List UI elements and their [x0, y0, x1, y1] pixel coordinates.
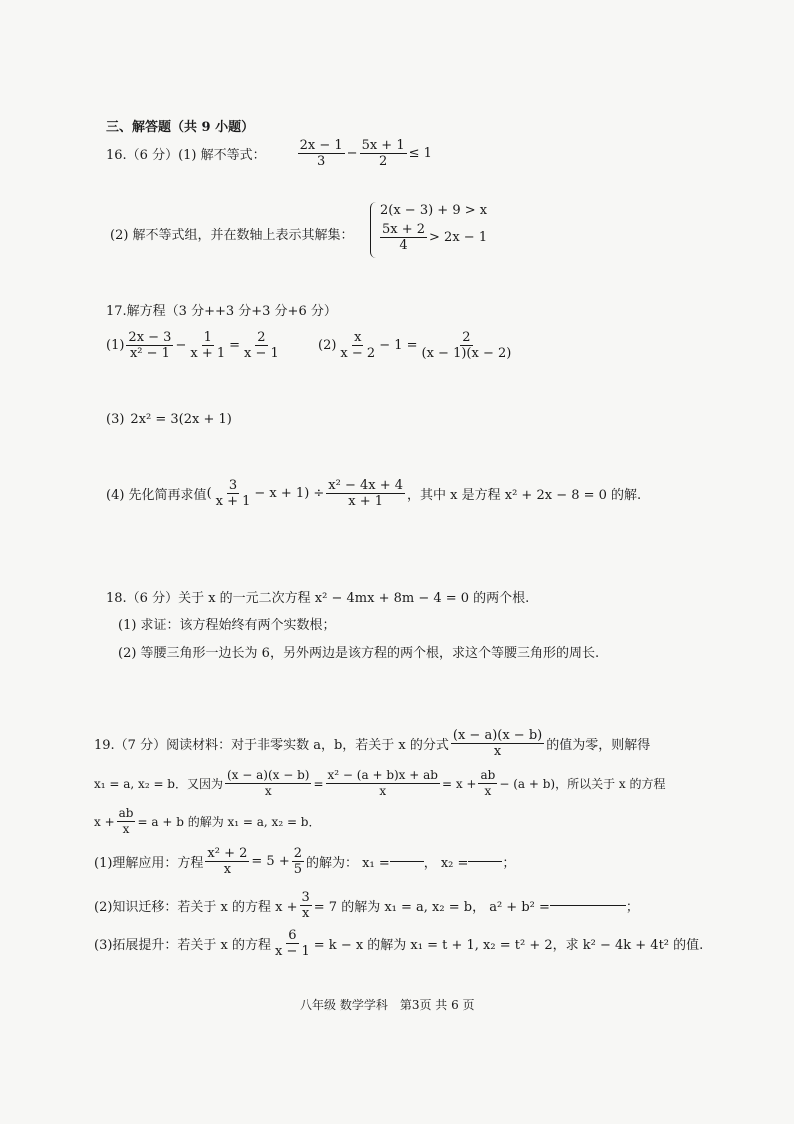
q16-sys-tail: > 2x − 1 [429, 230, 488, 245]
q17-p2-mid: − 1 = [379, 338, 418, 353]
q18-part2: (2) 等腰三角形一边长为 6，另外两边是该方程的两个根，求这个等腰三角形的周长. [118, 646, 600, 661]
q19-p1-n2: 2 [293, 846, 303, 861]
q17-p1-n3: 2 [257, 330, 266, 345]
q17-p2-d1: x − 2 [340, 346, 376, 361]
q19-p3-a: (3)拓展提升：若关于 x 的方程 [94, 938, 272, 953]
q19-l2-eq1: = [313, 776, 324, 791]
q19-l3-d: x [122, 822, 130, 836]
q19-p1-mid: = 5 + [251, 854, 290, 869]
q19-p1-a: (1)理解应用：方程 [94, 856, 204, 871]
q17-p1-d3: x − 1 [244, 346, 279, 361]
q17-p4-n1: 3 [228, 478, 238, 493]
q17-p4-d1: x + 1 [215, 494, 251, 509]
q19-l2-d1: x [264, 784, 272, 798]
q19-l3-n: ab [118, 806, 134, 820]
q16-frac-1-den: 3 [317, 154, 326, 169]
q19-l2-n3: ab [480, 768, 496, 782]
q17-part1 [106, 330, 283, 361]
q19-part2 [94, 890, 639, 921]
q17-p1-d1: x² − 1 [129, 346, 170, 361]
q17-p4-d2: x + 1 [348, 494, 384, 509]
q19-head-text: 19.（7 分）阅读材料：对于非零实数 a，b，若关于 x 的分式 [94, 738, 449, 753]
q16-op: − [346, 146, 358, 161]
q16-frac-1 [298, 138, 345, 169]
q16-head: 16.（6 分）(1) 解不等式： [106, 148, 266, 163]
q19-head-tail: 的值为零，则解得 [546, 738, 651, 753]
q16-system-line1: 2(x − 3) + 9 > x [380, 203, 488, 218]
q19-p2-a: (2)知识迁移：若关于 x 的方程 x + [94, 900, 298, 915]
q17-p1-n1: 2x − 3 [128, 330, 172, 345]
q19-answer-blank-x1[interactable] [390, 861, 424, 862]
q17-p1-eq: = [229, 338, 241, 353]
q19-l2-d3: x [484, 784, 492, 798]
q17-p4-tail: ，其中 x 是方程 x² + 2x − 8 = 0 的解. [407, 488, 642, 503]
q17-part2 [318, 330, 515, 361]
q17-p4-open: ( [206, 486, 212, 501]
q17-p1-d2: x + 1 [190, 346, 226, 361]
q16-system-brace [370, 202, 377, 258]
q16-sys-num: 5x + 2 [382, 222, 426, 237]
q16-frac-2-num: 5x + 1 [361, 138, 405, 153]
q16-tail: ≤ 1 [408, 146, 432, 161]
q17-p2-n1: x [354, 330, 362, 345]
q19-p2-n: 3 [301, 890, 310, 905]
q17-p4-mid: − x + 1) ÷ [254, 486, 325, 501]
q18-part1: (1) 求证：该方程始终有两个实数根； [118, 618, 336, 633]
q19-p2-b: = 7 的解为 x₁ = a, x₂ = b， a² + b² = [313, 900, 550, 915]
q17-head: 17.解方程（3 分++3 分+3 分+6 分） [106, 304, 337, 319]
q16-part1 [106, 138, 432, 169]
q19-l2-eq2: = x + [441, 776, 477, 791]
q19-l3-a: x + [94, 814, 115, 829]
page-footer: 八年级 数学学科 第3页 共 6 页 [300, 998, 475, 1012]
section-title: 三、解答题（共 9 小题） [106, 120, 255, 135]
q19-part3 [94, 928, 703, 959]
q19-p1-n1: x² + 2 [207, 846, 248, 861]
q19-p1-d2: 5 [293, 862, 303, 877]
q19-p3-b: = k − x 的解为 x₁ = t + 1, x₂ = t² + 2，求 k² − 4k + 4t² 的值. [313, 938, 704, 953]
q19-l2-d2: x [379, 784, 387, 798]
q17-part3 [106, 412, 232, 427]
q19-head-num: (x − a)(x − b) [452, 728, 543, 743]
q16-sys-den: 4 [399, 238, 408, 253]
q19-answer-blank-x2[interactable] [468, 861, 502, 862]
q17-p1-n2: 1 [203, 330, 212, 345]
q19-p3-n: 6 [288, 928, 297, 943]
q17-p2-n2: 2 [462, 330, 471, 345]
q19-l3-tail: = a + b 的解为 x₁ = a, x₂ = b． [137, 815, 321, 829]
q19-p3-d: x − 1 [275, 944, 310, 959]
q19-l2-a: x₁ = a, x₂ = b．又因为 [94, 777, 223, 791]
q19-answer-blank-sum[interactable] [550, 905, 626, 906]
q19-line3 [94, 806, 321, 837]
q17-p2-label: (2) [318, 338, 337, 353]
q17-p2-d2: (x − 1)(x − 2) [421, 346, 512, 361]
q17-p4-n2: x² − 4x + 4 [328, 478, 404, 493]
q19-p2-d: x [301, 906, 310, 921]
q17-part4 [106, 478, 641, 509]
q19-p1-b: 的解为： x₁ = [306, 856, 390, 871]
q17-p3-expr: 2x² = 3(2x + 1) [130, 412, 232, 427]
q19-head-den: x [493, 744, 502, 759]
q19-l2-n2: x² − (a + b)x + ab [327, 768, 438, 782]
q19-line2 [94, 768, 665, 799]
q16-frac-2 [360, 138, 407, 169]
q16-frac-2-den: 2 [378, 154, 388, 169]
q17-p1-label: (1) [106, 338, 125, 353]
q19-p1-d: ； [502, 856, 516, 871]
q19-p1-d1: x [223, 862, 232, 877]
q17-p4-label: (4) 先化简再求值 [106, 488, 207, 503]
q17-p3-label: (3) [106, 412, 125, 427]
q17-p1-op: − [175, 338, 187, 353]
q19-l2-tail: − (a + b)，所以关于 x 的方程 [499, 777, 666, 791]
q18-head: 18.（6 分）关于 x 的一元二次方程 x² − 4mx + 8m − 4 = 0 的两个根. [106, 591, 530, 606]
q19-p2-c: ； [625, 900, 639, 915]
q16-part2-label: (2) 解不等式组，并在数轴上表示其解集： [110, 228, 354, 243]
q16-frac-1-num: 2x − 1 [299, 138, 343, 153]
q19-part1 [94, 846, 515, 877]
q16-system-line2 [378, 222, 487, 253]
q19-head [94, 728, 650, 759]
q19-l2-n1: (x − a)(x − b) [227, 768, 310, 782]
q19-p1-c: ， x₂ = [423, 856, 469, 871]
